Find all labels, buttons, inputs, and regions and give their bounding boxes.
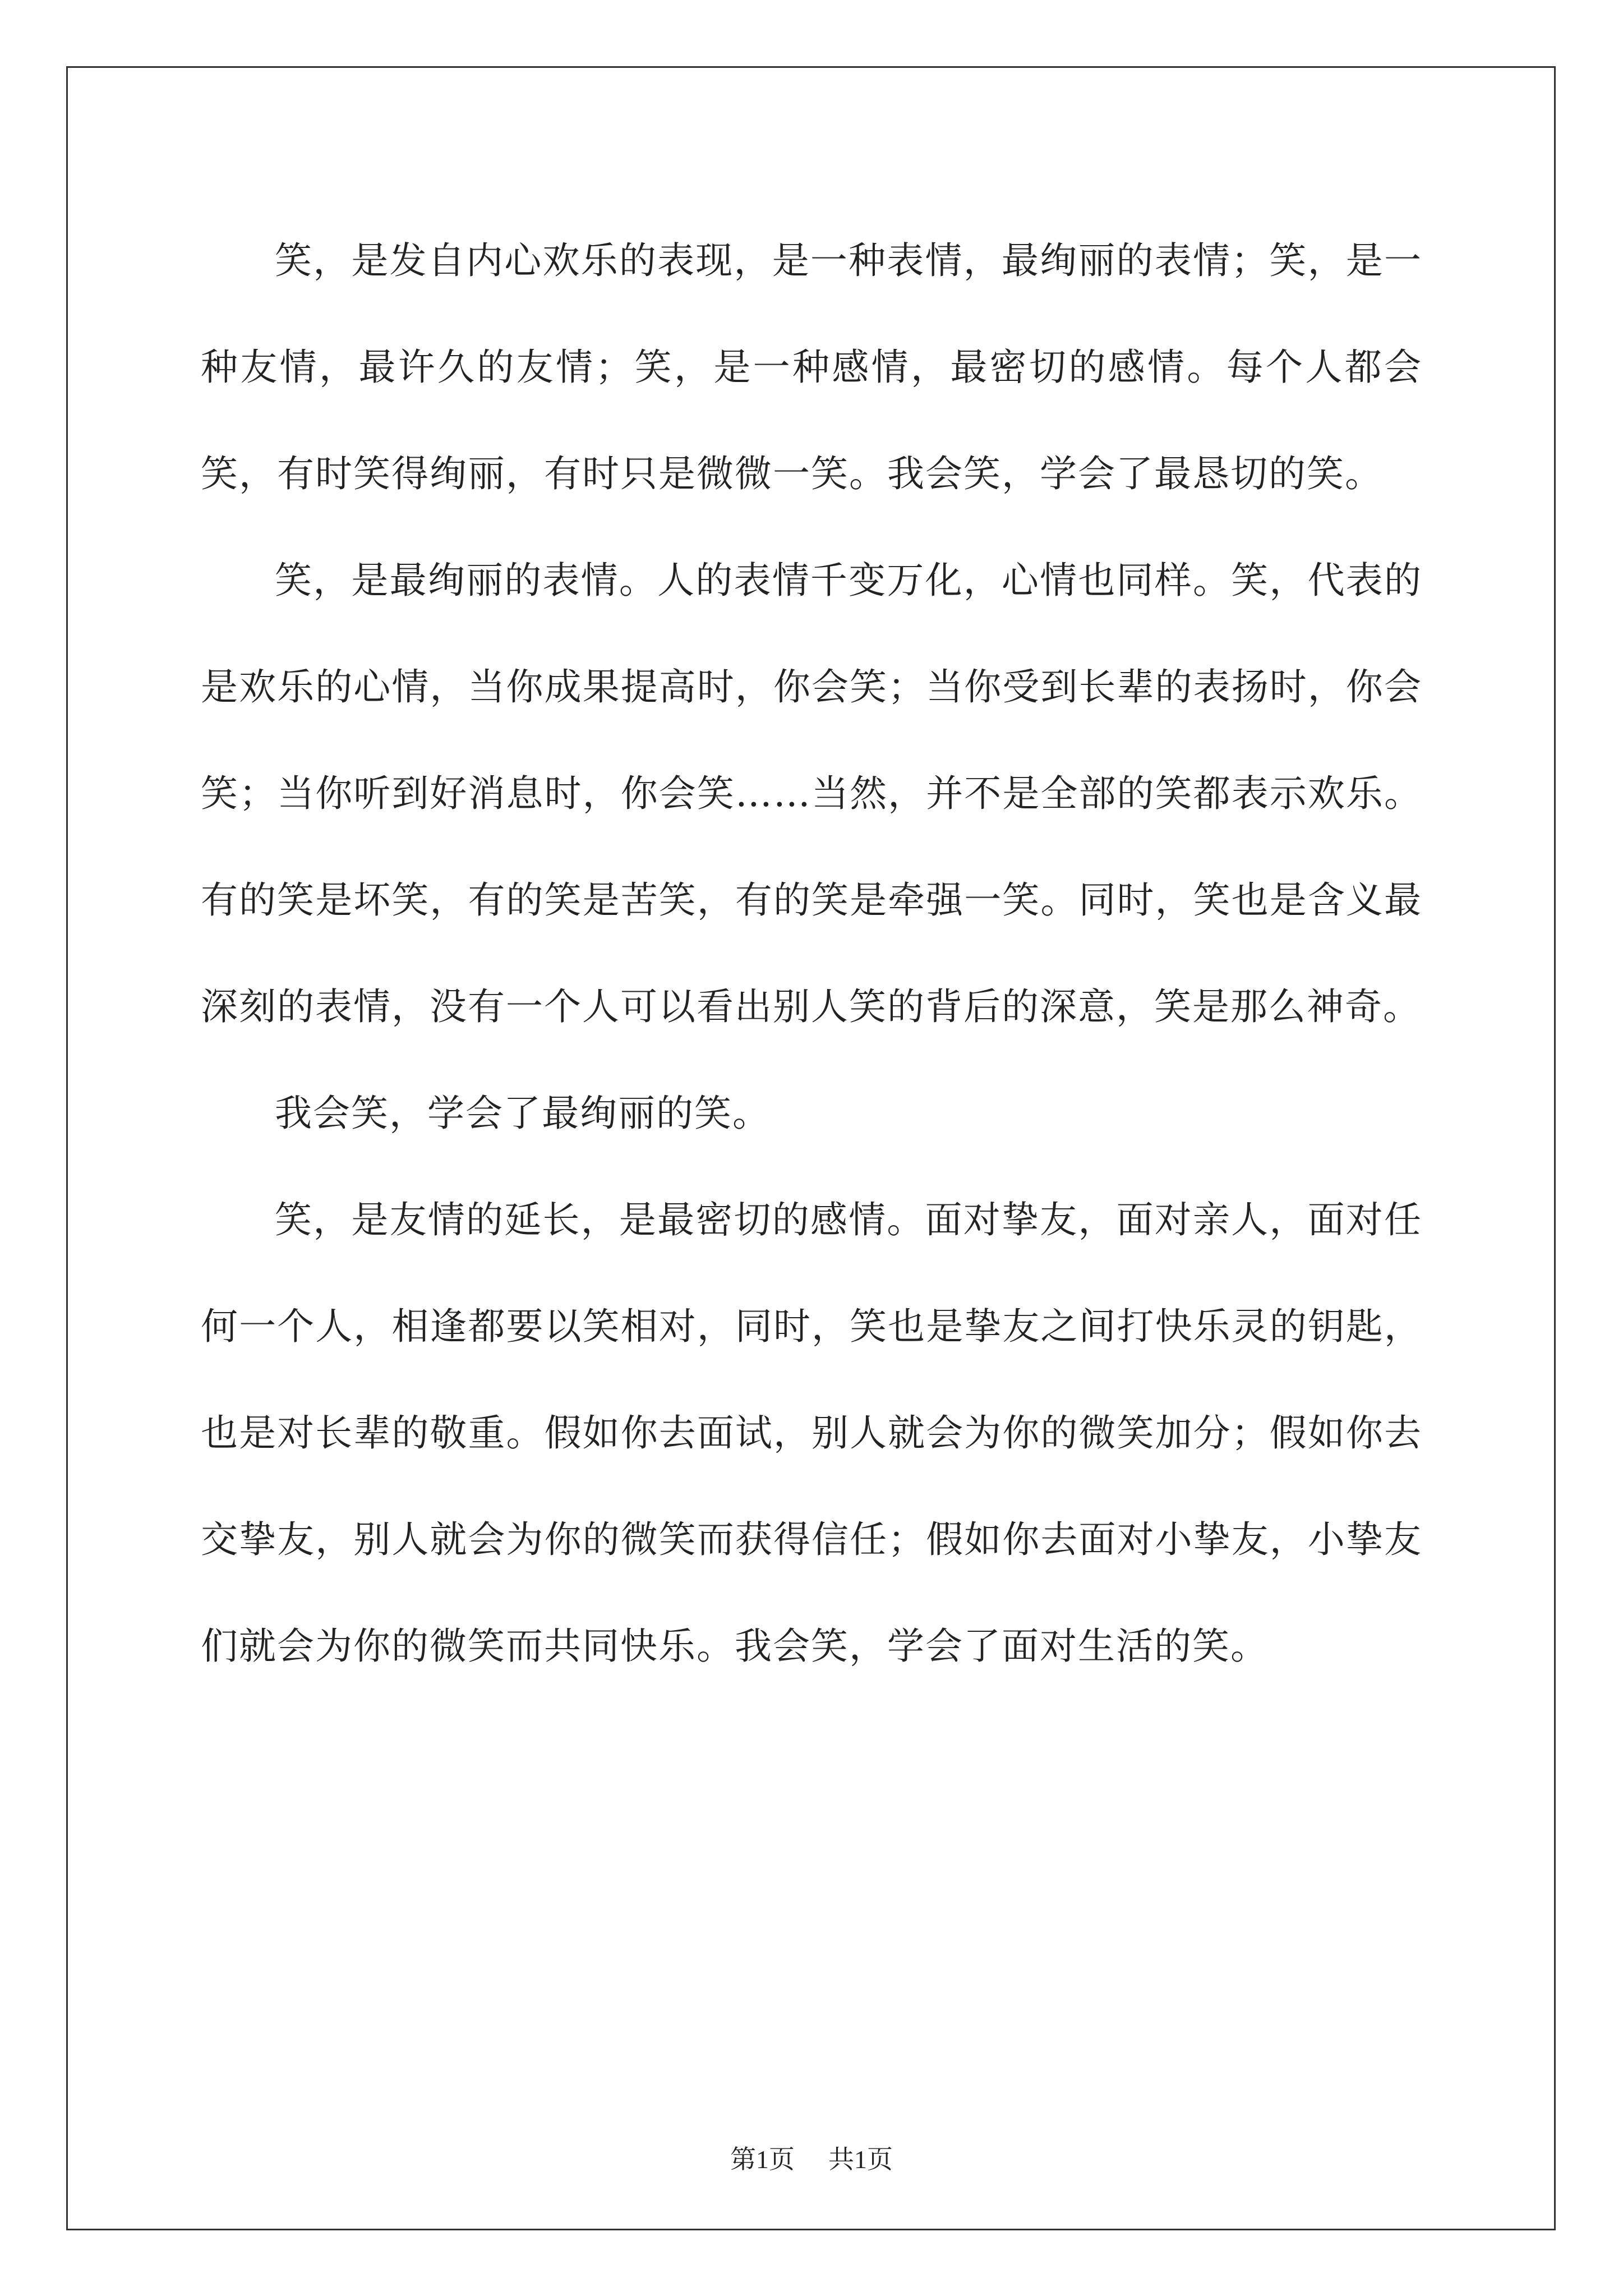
document-body (201, 208, 1422, 1700)
page-number-current: 第1页 (730, 2145, 795, 2174)
page-footer (0, 2143, 1623, 2177)
paragraph-2: 笑，是最绚丽的表情。人的表情千变万化，心情也同样。笑，代表的是欢乐的心情，当你成果提高时，你会笑；当你受到长辈的表扬时，你会笑；当你听到好消息时，你会笑……当然，并不是全部的笑都表示欢乐。有的笑是坏笑，有的笑是苦笑，有的笑是牵强一笑。同时，笑也是含义最深刻的表情，没有一个人可以看出别人笑的背后的深意，笑是那么神奇。 (201, 559, 1422, 1028)
paragraph-4: 笑，是友情的延长，是最密切的感情。面对挚友，面对亲人，面对任何一个人，相逢都要以笑相对，同时，笑也是挚友之间打快乐灵的钥匙，也是对长辈的敬重。假如你去面试，别人就会为你的微笑加分；假如你去交挚友，别人就会为你的微笑而获得信任；假如你去面对小挚友，小挚友们就会为你的微笑而共同快乐。我会笑，学会了面对生活的笑。 (201, 1198, 1422, 1668)
page-number-total: 共1页 (828, 2145, 893, 2174)
paragraph-3: 我会笑，学会了最绚丽的笑。 (275, 1092, 771, 1135)
paragraph-1: 笑，是发自内心欢乐的表现，是一种表情，最绚丽的表情；笑，是一种友情，最许久的友情；笑，是一种感情，最密切的感情。每个人都会笑，有时笑得绚丽，有时只是微微一笑。我会笑，学会了最恳切的笑。 (201, 239, 1422, 495)
